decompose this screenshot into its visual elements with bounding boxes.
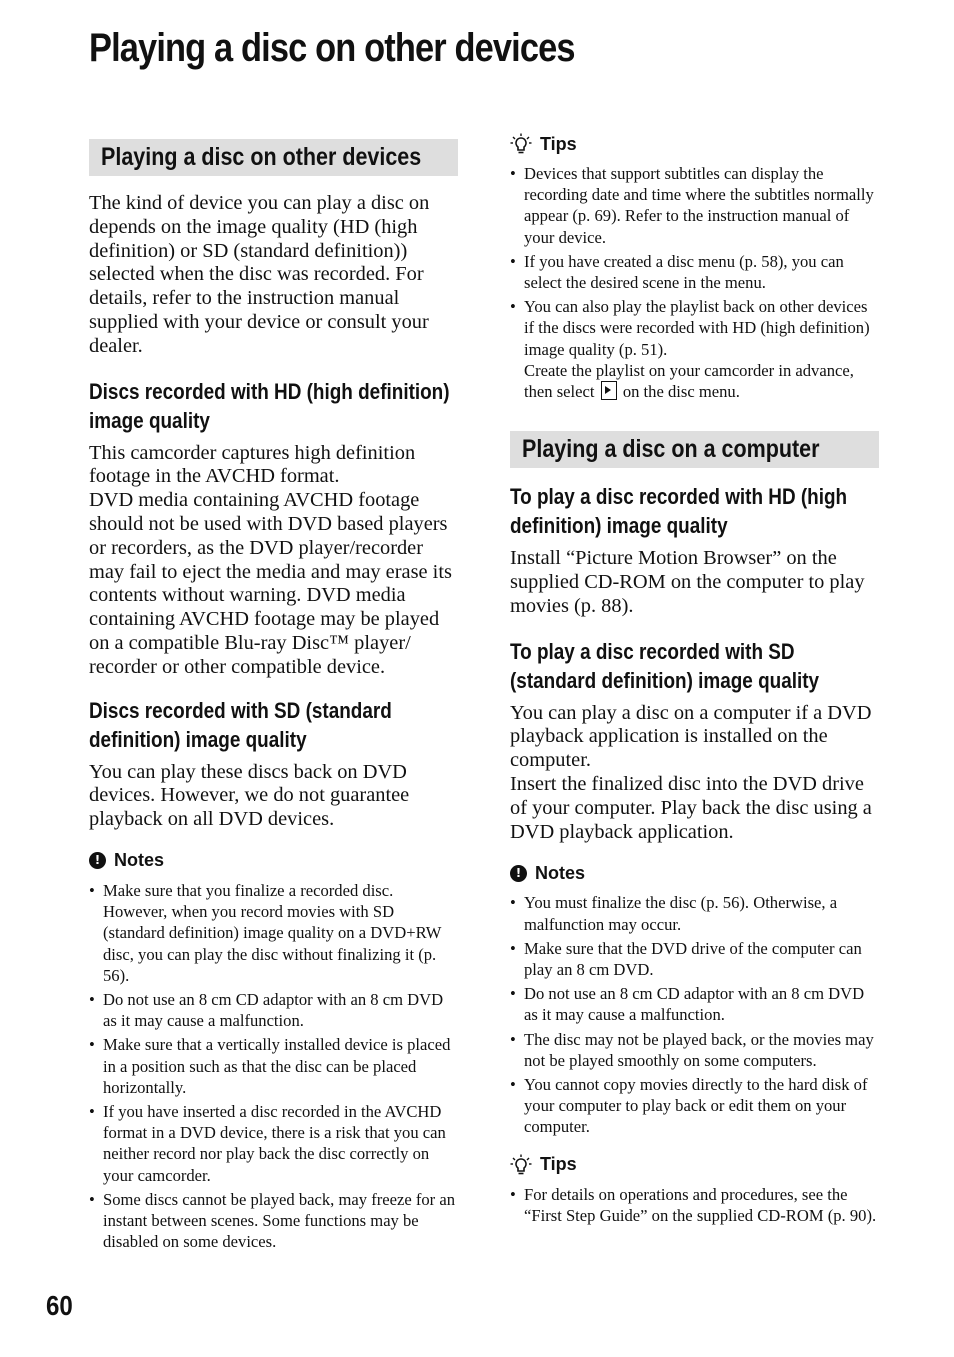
lightbulb-icon bbox=[510, 133, 532, 155]
notes-icon: ! bbox=[510, 865, 527, 882]
notes-list bbox=[510, 892, 879, 1137]
computer-hd-text: Install “Picture Motion Browser” on the supplied CD-ROM on the computer to play movies (p. 88). bbox=[510, 547, 865, 617]
tips-heading bbox=[510, 133, 879, 155]
section-title: Playing a disc on a computer bbox=[522, 435, 820, 464]
list-item: • For details on operations and procedures, see the “First Step Guide” on the supplied CD-ROM (p. 90). bbox=[510, 1184, 879, 1226]
list-item: • Some discs cannot be played back, may freeze for an instant between scenes. Some functions may be disabled on some devices. bbox=[89, 1189, 458, 1253]
section-header-computer bbox=[510, 431, 879, 468]
page-number: 60 bbox=[46, 1290, 73, 1321]
list-item-playlist bbox=[510, 296, 879, 402]
notes-label: Notes bbox=[535, 862, 586, 883]
list-item: • Do not use an 8 cm CD adaptor with an 8 cm DVD as it may cause a malfunction. bbox=[89, 989, 458, 1031]
computer-sd-text-2: Insert the finalized disc into the DVD drive of your computer. Play back the disc using a DVD playback application. bbox=[510, 773, 872, 843]
list-item: • If you have created a disc menu (p. 58), you can select the desired scene in the menu. bbox=[510, 251, 879, 293]
notes-list bbox=[89, 880, 458, 1252]
right-column bbox=[510, 133, 879, 1229]
list-item: • Do not use an 8 cm CD adaptor with an 8 cm DVD as it may cause a malfunction. bbox=[510, 983, 879, 1025]
list-item: • You cannot copy movies directly to the hard disk of your computer to play back or edit them on your computer. bbox=[510, 1074, 879, 1138]
list-item: • The disc may not be played back, or the movies may not be played smoothly on some computers. bbox=[510, 1029, 879, 1071]
hd-discs-heading: Discs recorded with HD (high definition) image quality bbox=[89, 378, 450, 433]
notes-heading bbox=[89, 850, 458, 872]
section-title: Playing a disc on other devices bbox=[101, 143, 422, 171]
computer-hd-heading: To play a disc recorded with HD (high definition) image quality bbox=[510, 484, 848, 539]
list-item: • Make sure that the DVD drive of the computer can play an 8 cm DVD. bbox=[510, 938, 879, 980]
list-item: • Make sure that you finalize a recorded disc. However, when you record movies with SD (standard definition) image quality on a DVD+RW disc, you can play the disc without finalizing it (p. 56). bbox=[89, 880, 458, 986]
notes-heading bbox=[510, 862, 879, 884]
left-column bbox=[89, 139, 458, 1255]
lightbulb-icon bbox=[510, 1154, 532, 1176]
notes-icon: ! bbox=[89, 852, 106, 869]
playlist-tip-text-b: Create the playlist on your camcorder in advance, then select bbox=[524, 360, 854, 402]
list-item: • If you have inserted a disc recorded in the AVCHD format in a DVD device, there is a risk that you can neither record nor play back the disc correctly on your camcorder. bbox=[89, 1101, 458, 1186]
tips-label: Tips bbox=[540, 133, 577, 154]
notes-label: Notes bbox=[114, 850, 165, 871]
list-item: • Make sure that a vertically installed device is placed in a position such as that the disc can be placed horizontally. bbox=[89, 1034, 458, 1098]
list-item: • You must finalize the disc (p. 56). Otherwise, a malfunction may occur. bbox=[510, 892, 879, 934]
section-header-other-devices bbox=[89, 139, 458, 176]
intro-paragraph: The kind of device you can play a disc on depends on the image quality (HD (high definition) or SD (standard definition)) selected when the disc was recorded. For details, refer to the instruction manual supplied with your device or consult your dealer. bbox=[89, 192, 430, 357]
playlist-icon bbox=[601, 381, 617, 400]
hd-discs-text-2: DVD media containing AVCHD footage should not be used with DVD based players or recorders, as the DVD player/recorder may fail to eject the media and may erase its contents without warning. DVD media containing AVCHD footage may be played on a compatible Blu-ray Disc™ player/ recorder or other compatible device. bbox=[89, 489, 452, 678]
page-title: Playing a disc on other devices bbox=[89, 26, 575, 70]
sd-discs-text: You can play these discs back on DVD devices. However, we do not guarantee playback on all DVD devices. bbox=[89, 760, 410, 831]
tips-list bbox=[510, 1184, 879, 1226]
list-item: • Devices that support subtitles can display the recording date and time where the subtitles normally appear (p. 69). Refer to the instruction manual of your device. bbox=[510, 163, 879, 248]
playlist-tip-text-c: on the disc menu. bbox=[622, 382, 740, 402]
computer-sd-heading: To play a disc recorded with SD (standard definition) image quality bbox=[510, 638, 820, 693]
tips-label: Tips bbox=[540, 1154, 577, 1175]
computer-sd-text-1: You can play a disc on a computer if a DVD playback application is installed on the computer. bbox=[510, 701, 872, 772]
playlist-tip-text-a: You can also play the playlist back on other devices if the discs were recorded with HD (high definition) image quality (p. 51). bbox=[524, 297, 870, 359]
sd-discs-heading: Discs recorded with SD (standard definition) image quality bbox=[89, 697, 392, 752]
tips-heading bbox=[510, 1154, 879, 1176]
hd-discs-text-1: This camcorder captures high definition footage in the AVCHD format. bbox=[89, 441, 416, 488]
tips-list bbox=[510, 163, 879, 402]
